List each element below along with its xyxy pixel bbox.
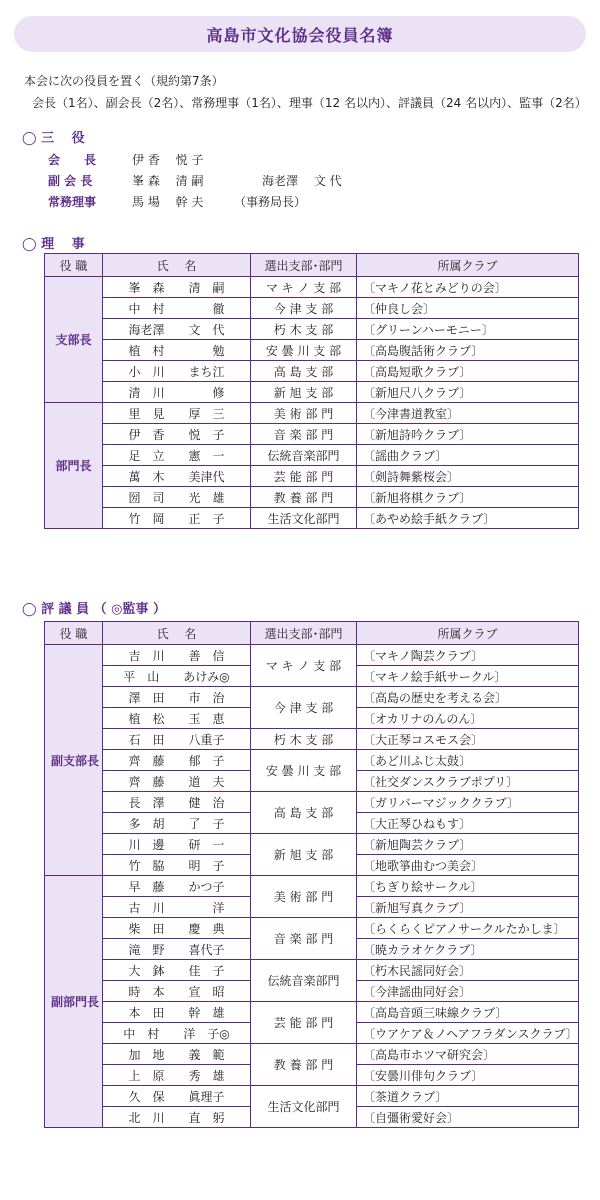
role-group-cell: 支部長	[45, 277, 103, 403]
table-row	[45, 792, 579, 813]
member-club: 〔高島短歌クラブ〕	[357, 361, 579, 382]
member-name: 峯 森 清 嗣	[103, 277, 251, 298]
header-branch: 選出支部･部門	[251, 622, 357, 645]
header-name: 氏 名	[103, 254, 251, 277]
vice-president-name-1: 峯 森 清 嗣	[132, 174, 204, 188]
hyogi-header-row	[45, 622, 579, 645]
member-club: 〔大正琴ひねもす〕	[357, 813, 579, 834]
member-name: 伊 香 悦 子	[103, 424, 251, 445]
table-row	[45, 340, 579, 361]
table-row	[45, 466, 579, 487]
member-club: 〔社交ダンスクラブポプリ〕	[357, 771, 579, 792]
member-club: 〔新旭陶芸クラブ〕	[357, 834, 579, 855]
member-name: 小 川 まち江	[103, 361, 251, 382]
member-club: 〔高島の歴史を考える会〕	[357, 687, 579, 708]
member-branch: 美 術 部 門	[251, 876, 357, 918]
member-branch: 朽 木 支 部	[251, 729, 357, 750]
table-row	[45, 382, 579, 403]
member-name: 北 川 直 躬	[103, 1107, 251, 1128]
member-branch: 音 楽 部 門	[251, 424, 357, 445]
member-club: 〔らくらくピアノサークルたかしま〕	[357, 918, 579, 939]
header-role: 役 職	[45, 622, 103, 645]
member-name: 里 見 厚 三	[103, 403, 251, 424]
member-club: 〔仲良し会〕	[357, 298, 579, 319]
member-club: 〔高島市ホツマ研究会〕	[357, 1044, 579, 1065]
table-row	[45, 960, 579, 981]
member-club: 〔マキノ陶芸クラブ〕	[357, 645, 579, 666]
member-name: 時 本 宣 昭	[103, 981, 251, 1002]
table-row	[45, 445, 579, 466]
member-club: 〔新旭尺八クラブ〕	[357, 382, 579, 403]
member-club: 〔朽木民謡同好会〕	[357, 960, 579, 981]
member-name: 本 田 幹 雄	[103, 1002, 251, 1023]
member-club: 〔ガリバーマジッククラブ〕	[357, 792, 579, 813]
member-name: 澤 田 市 治	[103, 687, 251, 708]
member-club: 〔オカリナのんのん〕	[357, 708, 579, 729]
member-branch: 新 旭 支 部	[251, 834, 357, 876]
intro-line-2: 会長（1名）、副会長（2名）、常務理事（1名）、理事（12 名以内）、評議員（24 名以内）、監事（2名）	[32, 96, 587, 110]
member-name: 平 山 あけみ◎	[103, 666, 251, 687]
member-name: 加 地 義 範	[103, 1044, 251, 1065]
member-branch: 生活文化部門	[251, 508, 357, 529]
member-club: 〔グリーンハーモニー〕	[357, 319, 579, 340]
member-branch: 高 島 支 部	[251, 361, 357, 382]
member-name: 古 川 洋	[103, 897, 251, 918]
member-name: 柴 田 慶 典	[103, 918, 251, 939]
header-club: 所属クラブ	[357, 622, 579, 645]
member-club: 〔安曇川俳句クラブ〕	[357, 1065, 579, 1086]
member-name: 圀 司 光 雄	[103, 487, 251, 508]
member-name: 吉 川 善 信	[103, 645, 251, 666]
member-branch: 今 津 支 部	[251, 687, 357, 729]
member-club: 〔高島音頭三味線クラブ〕	[357, 1002, 579, 1023]
header-name: 氏 名	[103, 622, 251, 645]
section-heading-sanyaku: ◯ 三 役	[22, 131, 85, 146]
member-club: 〔謡曲クラブ〕	[357, 445, 579, 466]
table-row	[45, 487, 579, 508]
table-row	[45, 1044, 579, 1065]
member-branch: 今 津 支 部	[251, 298, 357, 319]
intro-text	[24, 70, 587, 114]
member-club: 〔暁カラオケクラブ〕	[357, 939, 579, 960]
table-row	[45, 1086, 579, 1107]
member-branch: 伝統音楽部門	[251, 960, 357, 1002]
member-club: 〔剣詩舞紫桜会〕	[357, 466, 579, 487]
table-row	[45, 876, 579, 897]
role-group-cell: 部門長	[45, 403, 103, 529]
member-branch: 生活文化部門	[251, 1086, 357, 1128]
member-club: 〔茶道クラブ〕	[357, 1086, 579, 1107]
vice-president-label: 副 会 長	[48, 174, 93, 188]
member-club: 〔あやめ絵手紙クラブ〕	[357, 508, 579, 529]
member-name: 萬 木 美津代	[103, 466, 251, 487]
member-name: 中 村 洋 子◎	[103, 1023, 251, 1044]
member-branch: 伝統音楽部門	[251, 445, 357, 466]
member-name: 久 保 眞理子	[103, 1086, 251, 1107]
member-club: 〔ウアケア＆ノヘアフラダンスクラブ〕	[357, 1023, 579, 1044]
member-branch: 安 曇 川 支 部	[251, 750, 357, 792]
member-branch: マ キ ノ 支 部	[251, 277, 357, 298]
table-row	[45, 319, 579, 340]
member-name: 清 川 修	[103, 382, 251, 403]
member-club: 〔あど川ふじ太鼓〕	[357, 750, 579, 771]
table-row	[45, 729, 579, 750]
section-heading-riji: ◯ 理 事	[22, 237, 85, 252]
member-branch: 高 島 支 部	[251, 792, 357, 834]
member-club: 〔新旭写真クラブ〕	[357, 897, 579, 918]
table-row	[45, 424, 579, 445]
table-row	[45, 277, 579, 298]
member-name: 齊 藤 郁 子	[103, 750, 251, 771]
member-name: 海老澤 文 代	[103, 319, 251, 340]
member-name: 中 村 徹	[103, 298, 251, 319]
member-club: 〔高島腹話術クラブ〕	[357, 340, 579, 361]
table-row	[45, 918, 579, 939]
member-name: 植 松 玉 恵	[103, 708, 251, 729]
riji-header-row	[45, 254, 579, 277]
managing-director-label: 常務理事	[48, 195, 97, 209]
member-club: 〔新旭将棋クラブ〕	[357, 487, 579, 508]
table-row	[45, 298, 579, 319]
table-row	[45, 750, 579, 771]
member-name: 長 澤 健 治	[103, 792, 251, 813]
member-club: 〔新旭詩吟クラブ〕	[357, 424, 579, 445]
vice-president-name-2: 海老澤 文 代	[262, 174, 342, 188]
member-branch: 新 旭 支 部	[251, 382, 357, 403]
table-row	[45, 508, 579, 529]
riji-table	[44, 253, 579, 529]
member-branch: 教 養 部 門	[251, 487, 357, 508]
member-name: 植 村 勉	[103, 340, 251, 361]
header-club: 所属クラブ	[357, 254, 579, 277]
member-club: 〔マキノ絵手紙サークル〕	[357, 666, 579, 687]
member-name: 滝 野 喜代子	[103, 939, 251, 960]
member-branch: マ キ ノ 支 部	[251, 645, 357, 687]
member-name: 齊 藤 道 夫	[103, 771, 251, 792]
member-branch: 朽 木 支 部	[251, 319, 357, 340]
president-label: 会 長	[48, 153, 97, 167]
member-club: 〔今津謡曲同好会〕	[357, 981, 579, 1002]
member-club: 〔地歌箏曲むつ美会〕	[357, 855, 579, 876]
table-row	[45, 687, 579, 708]
table-row	[45, 645, 579, 666]
member-club: 〔大正琴コスモス会〕	[357, 729, 579, 750]
member-club: 〔今津書道教室〕	[357, 403, 579, 424]
member-name: 大 鉢 佳 子	[103, 960, 251, 981]
intro-line-1: 本会に次の役員を置く（規約第7条）	[24, 74, 224, 88]
member-club: 〔自彊術愛好会〕	[357, 1107, 579, 1128]
table-row	[45, 403, 579, 424]
table-row	[45, 834, 579, 855]
managing-director-note: （事務局長）	[234, 195, 307, 209]
member-branch: 教 養 部 門	[251, 1044, 357, 1086]
managing-director-name: 馬 場 幹 夫	[132, 195, 204, 209]
member-branch: 音 楽 部 門	[251, 918, 357, 960]
president-name: 伊 香 悦 子	[132, 153, 204, 167]
member-branch: 美 術 部 門	[251, 403, 357, 424]
page-title: 高島市文化協会役員名簿	[14, 16, 586, 52]
member-branch: 芸 能 部 門	[251, 466, 357, 487]
role-group-cell: 副部門長	[45, 876, 103, 1128]
member-name: 竹 脇 明 子	[103, 855, 251, 876]
table-row	[45, 1002, 579, 1023]
header-branch: 選出支部･部門	[251, 254, 357, 277]
member-branch: 芸 能 部 門	[251, 1002, 357, 1044]
member-name: 足 立 憲 一	[103, 445, 251, 466]
member-name: 早 藤 かつ子	[103, 876, 251, 897]
member-name: 竹 岡 正 子	[103, 508, 251, 529]
member-name: 川 邊 研 一	[103, 834, 251, 855]
member-branch: 安 曇 川 支 部	[251, 340, 357, 361]
member-name: 石 田 八重子	[103, 729, 251, 750]
hyogi-table	[44, 621, 579, 1128]
section-heading-hyogi: ◯ 評 議 員 （ ◎監事 ）	[22, 602, 167, 617]
role-group-cell: 副支部長	[45, 645, 103, 876]
member-name: 多 胡 了 子	[103, 813, 251, 834]
member-name: 上 原 秀 雄	[103, 1065, 251, 1086]
header-role: 役 職	[45, 254, 103, 277]
member-club: 〔マキノ花とみどりの会〕	[357, 277, 579, 298]
member-club: 〔ちぎり絵サークル〕	[357, 876, 579, 897]
table-row	[45, 361, 579, 382]
